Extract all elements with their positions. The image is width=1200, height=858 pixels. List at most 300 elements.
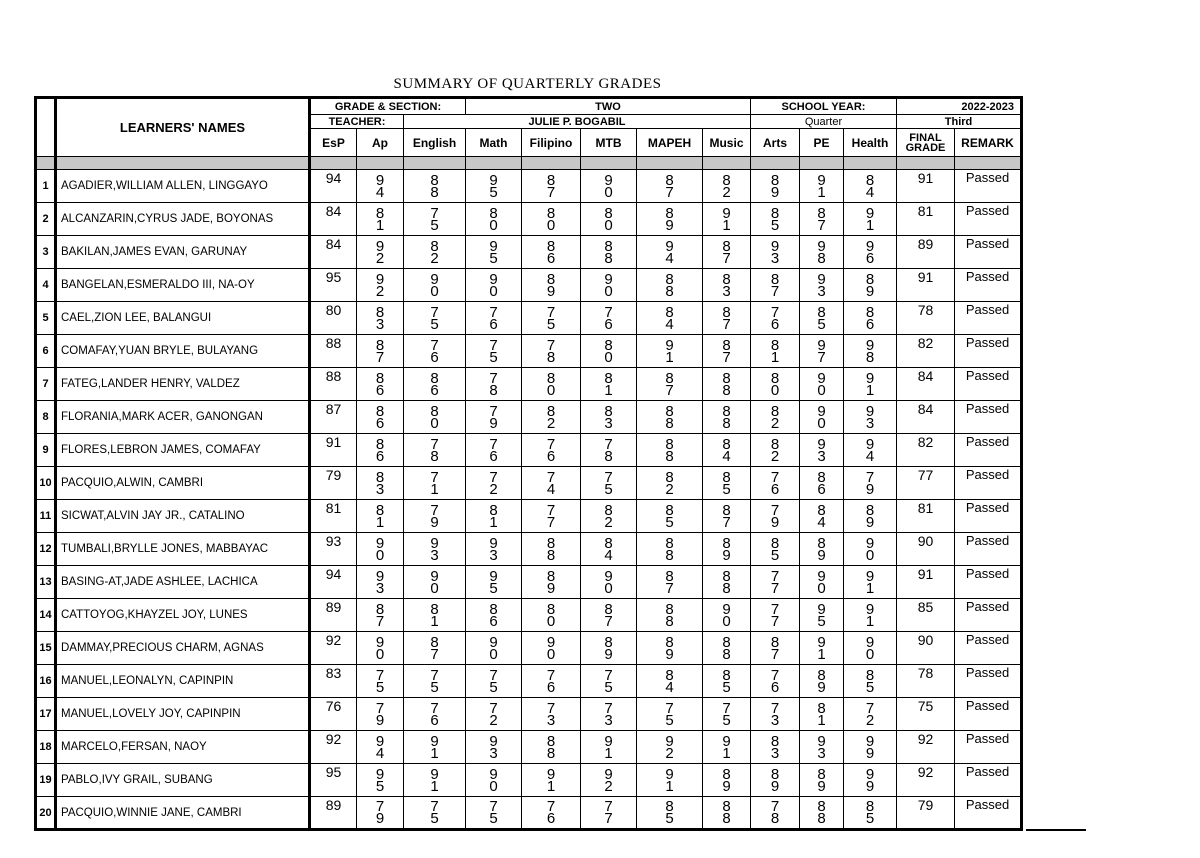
esp-grade: 93 [310, 533, 357, 566]
grade-digit: 8 [665, 534, 674, 552]
subject-grade [800, 203, 844, 236]
esp-grade: 87 [310, 401, 357, 434]
subject-grade [800, 533, 844, 566]
row-number: 4 [36, 269, 56, 302]
grade-digit: 8 [722, 171, 731, 189]
remark: Passed [955, 368, 1022, 401]
table-row [36, 599, 1022, 632]
grade-digit: 7 [489, 798, 498, 815]
grade-section-value: TWO [466, 98, 751, 115]
grade-digit: 7 [770, 303, 780, 321]
grade-digit: 8 [489, 204, 498, 222]
grade-digit: 9 [430, 513, 439, 531]
learner-name: TUMBALI,BRYLLE JONES, MABBAYAC [56, 533, 310, 566]
grade-digit: 8 [722, 579, 731, 597]
grade-digit: 1 [865, 381, 875, 399]
grade-digit: 9 [865, 744, 875, 762]
esp-grade: 84 [310, 203, 357, 236]
remark: Passed [955, 236, 1022, 269]
grade-digit: 3 [489, 546, 498, 564]
gray-band-cell [404, 157, 466, 170]
remark: Passed [955, 665, 1022, 698]
subject-grade [581, 500, 637, 533]
grade-digit: 7 [770, 501, 780, 519]
table-row [36, 302, 1022, 335]
grade-digit: 5 [665, 810, 674, 827]
grade-digit: 6 [489, 612, 498, 630]
subject-grade [703, 401, 751, 434]
subject-grade [800, 269, 844, 302]
learner-name: CAEL,ZION LEE, BALANGUI [56, 302, 310, 335]
esp-grade: 94 [310, 170, 357, 203]
subject-grade [637, 665, 703, 698]
subject-grade [844, 764, 897, 797]
grade-digit: 5 [604, 678, 613, 696]
subject-grade [637, 269, 703, 302]
subject-grade [522, 335, 581, 368]
subject-grade [581, 566, 637, 599]
subject-grade [844, 302, 897, 335]
final-grade: 91 [897, 269, 955, 302]
table-row [36, 698, 1022, 731]
grade-digit: 0 [865, 645, 875, 663]
grade-digit: 8 [430, 447, 439, 465]
grade-digit: 0 [604, 579, 613, 597]
learners-names-header: LEARNERS' NAMES [56, 98, 310, 157]
subject-grade [466, 434, 522, 467]
subject-grade [751, 203, 800, 236]
subject-grade [800, 434, 844, 467]
grade-digit: 8 [722, 765, 731, 783]
subject-grade [581, 764, 637, 797]
table-base-rule [1026, 829, 1086, 831]
subject-grade [581, 533, 637, 566]
row-number: 1 [36, 170, 56, 203]
subject-grade [637, 368, 703, 401]
grade-digit: 1 [604, 744, 613, 762]
table-row [36, 368, 1022, 401]
grade-digit: 8 [546, 369, 556, 387]
grade-digit: 0 [604, 216, 613, 234]
grade-digit: 9 [865, 369, 875, 387]
subject-grade [637, 764, 703, 797]
grade-digit: 8 [546, 171, 556, 189]
grade-digit: 9 [865, 204, 875, 222]
gray-band-cell [581, 157, 637, 170]
grade-digit: 9 [817, 369, 826, 387]
subject-grade [703, 599, 751, 632]
esp-grade: 80 [310, 302, 357, 335]
subject-grade [404, 335, 466, 368]
gray-band-cell [844, 157, 897, 170]
grade-digit: 8 [546, 534, 556, 552]
remark: Passed [955, 731, 1022, 764]
grade-digit: 8 [604, 600, 613, 618]
grade-digit: 4 [665, 249, 674, 267]
table-row [36, 632, 1022, 665]
final-grade: 81 [897, 203, 955, 236]
subject-grade [844, 335, 897, 368]
school-year-value: 2022-2023 [897, 98, 1022, 115]
grades-sheet [34, 96, 1023, 831]
subject-grade [357, 335, 404, 368]
grade-digit: 8 [865, 798, 875, 815]
subject-grade [357, 236, 404, 269]
grade-digit: 9 [604, 732, 613, 750]
subject-grade [637, 236, 703, 269]
grade-digit: 9 [665, 645, 674, 663]
subject-grade [466, 236, 522, 269]
learner-name: MARCELO,FERSAN, NAOY [56, 731, 310, 764]
grade-digit: 8 [546, 237, 556, 255]
grade-digit: 0 [546, 645, 556, 663]
grade-digit: 4 [817, 513, 826, 531]
row-number: 17 [36, 698, 56, 731]
grade-digit: 8 [546, 270, 556, 288]
grade-digit: 5 [770, 216, 780, 234]
grade-digit: 7 [865, 468, 875, 486]
grade-digit: 8 [817, 468, 826, 486]
gray-band-cell [466, 157, 522, 170]
grade-digit: 8 [722, 402, 731, 420]
grade-digit: 8 [604, 501, 613, 519]
subject-grade [466, 269, 522, 302]
subject-grade [637, 533, 703, 566]
remark: Passed [955, 335, 1022, 368]
subject-grade [751, 170, 800, 203]
row-number: 18 [36, 731, 56, 764]
column-header-ap: Ap [357, 129, 404, 157]
grade-digit: 7 [489, 336, 498, 354]
grade-digit: 9 [375, 810, 385, 827]
grade-digit: 9 [865, 777, 875, 795]
row-number: 3 [36, 236, 56, 269]
final-grade: 84 [897, 368, 955, 401]
grade-digit: 7 [770, 567, 780, 585]
subject-grade [357, 797, 404, 830]
subject-grade [522, 170, 581, 203]
subject-grade [703, 533, 751, 566]
subject-grade [466, 467, 522, 500]
grade-digit: 9 [770, 513, 780, 531]
final-grade: 82 [897, 335, 955, 368]
page-title: SUMMARY OF QUARTERLY GRADES [393, 76, 662, 92]
grade-digit: 2 [770, 414, 780, 432]
grade-digit: 7 [375, 666, 385, 684]
grade-digit: 8 [430, 633, 439, 651]
grade-digit: 7 [375, 699, 385, 717]
row-number: 14 [36, 599, 56, 632]
subject-grade [637, 170, 703, 203]
grade-digit: 8 [546, 348, 556, 366]
grade-digit: 8 [430, 237, 439, 255]
grade-digit: 3 [604, 711, 613, 729]
subject-grade [637, 797, 703, 830]
grade-digit: 8 [375, 468, 385, 486]
subject-grade [844, 566, 897, 599]
grade-digit: 5 [489, 810, 498, 827]
grade-digit: 0 [489, 216, 498, 234]
grade-digit: 9 [722, 204, 731, 222]
table-row [36, 533, 1022, 566]
learner-name: BAKILAN,JAMES EVAN, GARUNAY [56, 236, 310, 269]
learner-name: BASING-AT,JADE ASHLEE, LACHICA [56, 566, 310, 599]
subject-grade [404, 797, 466, 830]
grade-digit: 8 [722, 468, 731, 486]
subject-grade [751, 302, 800, 335]
grade-digit: 8 [665, 414, 674, 432]
final-grade: 90 [897, 632, 955, 665]
table-row [36, 269, 1022, 302]
grade-digit: 2 [604, 513, 613, 531]
grade-digit: 2 [604, 777, 613, 795]
table-row [36, 797, 1022, 830]
grade-digit: 5 [430, 216, 439, 234]
subject-grade [844, 269, 897, 302]
grade-digit: 3 [770, 711, 780, 729]
grade-digit: 8 [604, 447, 613, 465]
subject-grade [703, 434, 751, 467]
grade-digit: 8 [770, 171, 780, 189]
grade-digit: 6 [489, 315, 498, 333]
grade-digit: 9 [865, 732, 875, 750]
grade-digit: 7 [430, 645, 439, 663]
subject-grade [581, 797, 637, 830]
subject-grade [357, 665, 404, 698]
grade-digit: 9 [817, 678, 826, 696]
subject-grade [357, 302, 404, 335]
subject-grade [844, 368, 897, 401]
learner-name: FLORES,LEBRON JAMES, COMAFAY [56, 434, 310, 467]
subject-grade [800, 500, 844, 533]
subject-grade [357, 566, 404, 599]
final-grade: 85 [897, 599, 955, 632]
subject-grade [522, 797, 581, 830]
subject-grade [751, 467, 800, 500]
esp-grade: 89 [310, 599, 357, 632]
grade-digit: 2 [489, 711, 498, 729]
grade-digit: 0 [722, 612, 731, 630]
grade-digit: 7 [430, 336, 439, 354]
grade-digit: 8 [722, 270, 731, 288]
learner-name: FLORANIA,MARK ACER, GANONGAN [56, 401, 310, 434]
subject-grade [466, 368, 522, 401]
grade-digit: 9 [817, 336, 826, 354]
grade-digit: 0 [604, 282, 613, 300]
grade-digit: 6 [546, 678, 556, 696]
subject-grade [800, 665, 844, 698]
column-header-mtb: MTB [581, 129, 637, 157]
grade-digit: 7 [489, 303, 498, 321]
grade-digit: 8 [665, 600, 674, 618]
grade-digit: 2 [722, 183, 731, 201]
grade-digit: 8 [817, 666, 826, 684]
grade-digit: 5 [722, 711, 731, 729]
grade-digit: 7 [546, 435, 556, 453]
grade-digit: 8 [665, 303, 674, 321]
grade-digit: 7 [665, 381, 674, 399]
subject-grade [800, 170, 844, 203]
subject-grade [800, 731, 844, 764]
grade-digit: 0 [430, 282, 439, 300]
grade-digit: 8 [604, 249, 613, 267]
grade-digit: 9 [375, 270, 385, 288]
grade-digit: 8 [770, 633, 780, 651]
subject-grade [751, 764, 800, 797]
subject-grade [844, 797, 897, 830]
grade-digit: 7 [770, 798, 780, 815]
grade-digit: 8 [722, 534, 731, 552]
subject-grade [844, 401, 897, 434]
grade-digit: 9 [604, 171, 613, 189]
esp-grade: 91 [310, 434, 357, 467]
grade-digit: 9 [865, 336, 875, 354]
subject-grade [637, 500, 703, 533]
row-number: 7 [36, 368, 56, 401]
grade-digit: 9 [604, 567, 613, 585]
grade-digit: 8 [546, 600, 556, 618]
grade-digit: 9 [865, 480, 875, 498]
grade-digit: 1 [722, 744, 731, 762]
grade-digit: 9 [817, 633, 826, 651]
subject-grade [637, 401, 703, 434]
learner-name: SICWAT,ALVIN JAY JR., CATALINO [56, 500, 310, 533]
grade-digit: 2 [375, 282, 385, 300]
remark: Passed [955, 764, 1022, 797]
grade-digit: 8 [546, 732, 556, 750]
grade-digit: 1 [430, 777, 439, 795]
subject-grade [581, 236, 637, 269]
subject-grade [466, 533, 522, 566]
remark: Passed [955, 599, 1022, 632]
table-row [36, 764, 1022, 797]
subject-grade [637, 632, 703, 665]
grade-digit: 7 [546, 798, 556, 815]
grade-digit: 7 [722, 699, 731, 717]
grade-digit: 9 [489, 171, 498, 189]
subject-grade [357, 764, 404, 797]
table-row [36, 731, 1022, 764]
column-header-arts: Arts [751, 129, 800, 157]
subject-grade [800, 335, 844, 368]
grade-digit: 3 [865, 414, 875, 432]
grade-digit: 9 [722, 546, 731, 564]
subject-grade [404, 599, 466, 632]
subject-grade [844, 434, 897, 467]
grade-digit: 4 [546, 480, 556, 498]
grade-digit: 9 [665, 216, 674, 234]
grade-digit: 6 [430, 348, 439, 366]
final-grade: 78 [897, 665, 955, 698]
final-grade: 91 [897, 170, 955, 203]
grade-digit: 8 [770, 765, 780, 783]
subject-grade [581, 599, 637, 632]
grade-digit: 7 [604, 810, 613, 827]
gray-band-cell [357, 157, 404, 170]
grade-digit: 8 [665, 501, 674, 519]
grade-digit: 4 [865, 183, 875, 201]
subject-grade [404, 467, 466, 500]
grade-digit: 0 [604, 348, 613, 366]
subject-grade [703, 632, 751, 665]
grade-digit: 9 [865, 534, 875, 552]
grade-digit: 7 [722, 249, 731, 267]
gray-band-cell [637, 157, 703, 170]
esp-grade: 88 [310, 335, 357, 368]
esp-grade: 79 [310, 467, 357, 500]
grade-digit: 9 [375, 237, 385, 255]
grade-digit: 9 [665, 336, 674, 354]
grade-digit: 6 [546, 249, 556, 267]
subject-grade [637, 566, 703, 599]
subject-grade [844, 203, 897, 236]
grade-digit: 9 [817, 600, 826, 618]
grade-digit: 5 [489, 348, 498, 366]
grade-digit: 8 [722, 567, 731, 585]
subject-grade [844, 533, 897, 566]
subject-grade [522, 203, 581, 236]
grade-digit: 9 [546, 282, 556, 300]
subject-grade [581, 203, 637, 236]
grade-digit: 8 [489, 501, 498, 519]
grade-digit: 8 [865, 501, 875, 519]
final-grade: 92 [897, 764, 955, 797]
subject-grade [637, 698, 703, 731]
grade-digit: 9 [489, 414, 498, 432]
subject-grade [404, 269, 466, 302]
subject-grade [357, 731, 404, 764]
grade-digit: 9 [865, 633, 875, 651]
grade-digit: 5 [489, 249, 498, 267]
subject-grade [522, 467, 581, 500]
grade-digit: 8 [817, 303, 826, 321]
subject-grade [703, 500, 751, 533]
grade-digit: 9 [546, 765, 556, 783]
gray-band-cell [36, 157, 56, 170]
subject-grade [466, 302, 522, 335]
subject-grade [522, 302, 581, 335]
grade-digit: 0 [770, 381, 780, 399]
grade-digit: 2 [489, 480, 498, 498]
subject-grade [522, 269, 581, 302]
grade-digit: 7 [604, 612, 613, 630]
grade-digit: 8 [817, 501, 826, 519]
remark: Passed [955, 632, 1022, 665]
subject-grade [581, 665, 637, 698]
grade-digit: 4 [665, 315, 674, 333]
subject-grade [844, 632, 897, 665]
grade-digit: 7 [375, 348, 385, 366]
subject-grade [404, 368, 466, 401]
grade-digit: 6 [430, 381, 439, 399]
learner-name: CATTOYOG,KHAYZEL JOY, LUNES [56, 599, 310, 632]
grade-digit: 7 [722, 348, 731, 366]
grade-digit: 4 [865, 447, 875, 465]
remark: Passed [955, 698, 1022, 731]
grade-digit: 3 [817, 744, 826, 762]
grade-digit: 8 [375, 501, 385, 519]
grade-digit: 8 [546, 546, 556, 564]
subject-grade [466, 566, 522, 599]
grade-digit: 8 [770, 336, 780, 354]
learner-name: AGADIER,WILLIAM ALLEN, LINGGAYO [56, 170, 310, 203]
subject-grade [522, 236, 581, 269]
row-number: 12 [36, 533, 56, 566]
grade-digit: 8 [665, 204, 674, 222]
grade-digit: 8 [722, 798, 731, 815]
subject-grade [703, 797, 751, 830]
grade-digit: 3 [770, 744, 780, 762]
